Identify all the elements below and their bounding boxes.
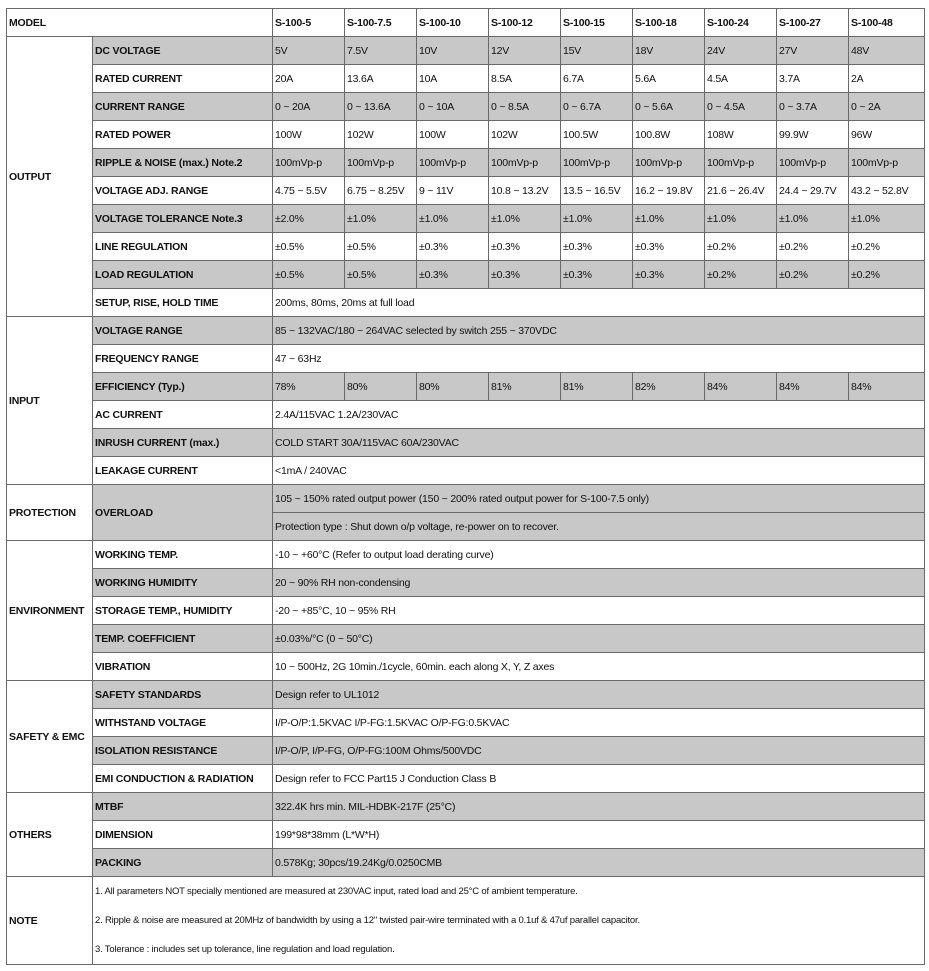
model-name: S-100-18 (633, 9, 705, 37)
spec-value: Design refer to FCC Part15 J Conduction Class B (273, 765, 925, 793)
spec-value: 5.6A (633, 65, 705, 93)
spec-label: VOLTAGE RANGE (93, 317, 273, 345)
model-name: S-100-10 (417, 9, 489, 37)
spec-value: 5V (273, 37, 345, 65)
spec-row-emi-conduction-radiation (7, 765, 925, 793)
spec-value: -20 ~ +85°C, 10 ~ 95% RH (273, 597, 925, 625)
spec-label: SETUP, RISE, HOLD TIME (93, 289, 273, 317)
spec-value: I/P-O/P, I/P-FG, O/P-FG:100M Ohms/500VDC (273, 737, 925, 765)
spec-label: RATED CURRENT (93, 65, 273, 93)
spec-value: 99.9W (777, 121, 849, 149)
spec-value: 3.7A (777, 65, 849, 93)
spec-value: ±0.3% (417, 261, 489, 289)
spec-value: ±0.5% (345, 261, 417, 289)
spec-row-dc-voltage (7, 37, 925, 65)
spec-value: 84% (849, 373, 925, 401)
spec-value: 0 ~ 13.6A (345, 93, 417, 121)
spec-value: ±0.3% (561, 261, 633, 289)
spec-value: 21.6 ~ 26.4V (705, 177, 777, 205)
spec-value: 322.4K hrs min. MIL-HDBK-217F (25°C) (273, 793, 925, 821)
spec-row-storage-temp-humidity (7, 597, 925, 625)
spec-value: 80% (345, 373, 417, 401)
spec-value: 2.4A/115VAC 1.2A/230VAC (273, 401, 925, 429)
model-name: S-100-7.5 (345, 9, 417, 37)
category-protection: PROTECTION (7, 485, 93, 541)
spec-value: 27V (777, 37, 849, 65)
category-others: OTHERS (7, 793, 93, 877)
spec-row-rated-power (7, 121, 925, 149)
spec-label: RIPPLE & NOISE (max.) Note.2 (93, 149, 273, 177)
spec-value: 4.5A (705, 65, 777, 93)
spec-value: 199*98*38mm (L*W*H) (273, 821, 925, 849)
spec-label: FREQUENCY RANGE (93, 345, 273, 373)
spec-value: 100mVp-p (561, 149, 633, 177)
spec-label: EFFICIENCY (Typ.) (93, 373, 273, 401)
spec-value: ±1.0% (345, 205, 417, 233)
spec-value: ±2.0% (273, 205, 345, 233)
spec-label: CURRENT RANGE (93, 93, 273, 121)
spec-value: Design refer to UL1012 (273, 681, 925, 709)
spec-value: 108W (705, 121, 777, 149)
spec-value: 43.2 ~ 52.8V (849, 177, 925, 205)
model-label: MODEL (7, 9, 273, 37)
spec-label: PACKING (93, 849, 273, 877)
spec-label: VOLTAGE ADJ. RANGE (93, 177, 273, 205)
spec-value: 18V (633, 37, 705, 65)
spec-value: 100mVp-p (849, 149, 925, 177)
spec-label: WORKING HUMIDITY (93, 569, 273, 597)
spec-value: ±1.0% (561, 205, 633, 233)
spec-value: 0.578Kg; 30pcs/19.24Kg/0.0250CMB (273, 849, 925, 877)
spec-value: ±0.5% (345, 233, 417, 261)
spec-value: 84% (705, 373, 777, 401)
spec-value: 7.5V (345, 37, 417, 65)
spec-row-packing (7, 849, 925, 877)
spec-value: 6.75 ~ 8.25V (345, 177, 417, 205)
spec-value: ±0.3% (633, 261, 705, 289)
spec-label: ISOLATION RESISTANCE (93, 737, 273, 765)
spec-label: SAFETY STANDARDS (93, 681, 273, 709)
spec-row-working-temp (7, 541, 925, 569)
spec-row-withstand-voltage (7, 709, 925, 737)
spec-label: DC VOLTAGE (93, 37, 273, 65)
note-row (7, 877, 925, 965)
spec-value: ±0.2% (705, 261, 777, 289)
spec-value: ±1.0% (705, 205, 777, 233)
spec-row-current-range (7, 93, 925, 121)
model-name: S-100-12 (489, 9, 561, 37)
spec-value: 24V (705, 37, 777, 65)
spec-value: ±0.03%/°C (0 ~ 50°C) (273, 625, 925, 653)
spec-value: ±0.2% (777, 261, 849, 289)
spec-row-temp-coefficient (7, 625, 925, 653)
spec-value: 0 ~ 8.5A (489, 93, 561, 121)
spec-value: 0 ~ 6.7A (561, 93, 633, 121)
spec-value: I/P-O/P:1.5KVAC I/P-FG:1.5KVAC O/P-FG:0.5KVAC (273, 709, 925, 737)
model-row (7, 9, 925, 37)
spec-value: 85 ~ 132VAC/180 ~ 264VAC selected by switch 255 ~ 370VDC (273, 317, 925, 345)
spec-row-setup-rise-hold-time (7, 289, 925, 317)
model-name: S-100-27 (777, 9, 849, 37)
spec-value: 100.5W (561, 121, 633, 149)
spec-row-load-regulation (7, 261, 925, 289)
spec-label: MTBF (93, 793, 273, 821)
spec-row-voltage-tolerance-note-3 (7, 205, 925, 233)
spec-label: DIMENSION (93, 821, 273, 849)
spec-label: RATED POWER (93, 121, 273, 149)
spec-label: LINE REGULATION (93, 233, 273, 261)
spec-label: VOLTAGE TOLERANCE Note.3 (93, 205, 273, 233)
spec-value: Protection type : Shut down o/p voltage, re-power on to recover. (273, 513, 925, 541)
spec-label: VIBRATION (93, 653, 273, 681)
spec-value: 100mVp-p (417, 149, 489, 177)
spec-value: 47 ~ 63Hz (273, 345, 925, 373)
note-line: 3. Tolerance : includes set up tolerance, line regulation and load regulation. (95, 944, 395, 955)
spec-label: OVERLOAD (93, 485, 273, 541)
spec-label: STORAGE TEMP., HUMIDITY (93, 597, 273, 625)
spec-value: 100mVp-p (345, 149, 417, 177)
spec-row-voltage-range (7, 317, 925, 345)
spec-row-isolation-resistance (7, 737, 925, 765)
spec-label: WORKING TEMP. (93, 541, 273, 569)
spec-value: 0 ~ 5.6A (633, 93, 705, 121)
spec-value: 200ms, 80ms, 20ms at full load (273, 289, 925, 317)
spec-row-rated-current (7, 65, 925, 93)
category-output: OUTPUT (7, 37, 93, 317)
spec-label: WITHSTAND VOLTAGE (93, 709, 273, 737)
note-line: 1. All parameters NOT specially mentioned are measured at 230VAC input, rated load and 25°C of ambient temperature. (95, 886, 578, 897)
spec-value: 81% (489, 373, 561, 401)
spec-value: 10V (417, 37, 489, 65)
spec-value: 100W (417, 121, 489, 149)
spec-value: 10A (417, 65, 489, 93)
model-name: S-100-15 (561, 9, 633, 37)
spec-value: ±0.3% (489, 233, 561, 261)
spec-value: ±0.5% (273, 261, 345, 289)
spec-value: 100mVp-p (489, 149, 561, 177)
spec-value: 4.75 ~ 5.5V (273, 177, 345, 205)
note-line: 2. Ripple & noise are measured at 20MHz of bandwidth by using a 12" twisted pair-wire terminated with a 0.1uf & 47uf parallel capacitor. (95, 915, 640, 926)
spec-row-mtbf (7, 793, 925, 821)
spec-value: 100mVp-p (777, 149, 849, 177)
spec-value: ±0.3% (489, 261, 561, 289)
spec-value: 0 ~ 2A (849, 93, 925, 121)
spec-label: TEMP. COEFFICIENT (93, 625, 273, 653)
spec-value: 100.8W (633, 121, 705, 149)
spec-row-line-regulation (7, 233, 925, 261)
spec-value: -10 ~ +60°C (Refer to output load derating curve) (273, 541, 925, 569)
spec-row-ripple-noise-max-note-2 (7, 149, 925, 177)
spec-value: ±1.0% (849, 205, 925, 233)
spec-value: 0 ~ 4.5A (705, 93, 777, 121)
spec-table (6, 8, 925, 965)
spec-label: LEAKAGE CURRENT (93, 457, 273, 485)
spec-value: ±1.0% (633, 205, 705, 233)
model-name: S-100-24 (705, 9, 777, 37)
spec-row-overload (7, 485, 925, 513)
note-text (93, 877, 925, 965)
spec-value: 20A (273, 65, 345, 93)
spec-value: ±0.2% (849, 261, 925, 289)
spec-value: 78% (273, 373, 345, 401)
spec-value: 10 ~ 500Hz, 2G 10min./1cycle, 60min. each along X, Y, Z axes (273, 653, 925, 681)
spec-value: ±0.2% (849, 233, 925, 261)
spec-value: 2A (849, 65, 925, 93)
category-environment: ENVIRONMENT (7, 541, 93, 681)
category-note: NOTE (7, 877, 93, 965)
spec-row-inrush-current-max (7, 429, 925, 457)
spec-row-safety-standards (7, 681, 925, 709)
spec-value: 8.5A (489, 65, 561, 93)
spec-value: 82% (633, 373, 705, 401)
spec-value: ±1.0% (489, 205, 561, 233)
spec-value: 102W (489, 121, 561, 149)
spec-value: 13.5 ~ 16.5V (561, 177, 633, 205)
spec-label: INRUSH CURRENT (max.) (93, 429, 273, 457)
spec-row-frequency-range (7, 345, 925, 373)
spec-label: LOAD REGULATION (93, 261, 273, 289)
spec-value: 100mVp-p (633, 149, 705, 177)
model-name: S-100-5 (273, 9, 345, 37)
spec-value: 13.6A (345, 65, 417, 93)
spec-label: EMI CONDUCTION & RADIATION (93, 765, 273, 793)
category-input: INPUT (7, 317, 93, 485)
spec-value: ±1.0% (777, 205, 849, 233)
spec-value: 105 ~ 150% rated output power (150 ~ 200% rated output power for S-100-7.5 only) (273, 485, 925, 513)
spec-value: 20 ~ 90% RH non-condensing (273, 569, 925, 597)
spec-value: ±0.2% (705, 233, 777, 261)
spec-value: ±1.0% (417, 205, 489, 233)
spec-value: 80% (417, 373, 489, 401)
spec-value: 9 ~ 11V (417, 177, 489, 205)
spec-value: 48V (849, 37, 925, 65)
spec-value: ±0.5% (273, 233, 345, 261)
spec-label: AC CURRENT (93, 401, 273, 429)
spec-value: 0 ~ 3.7A (777, 93, 849, 121)
spec-value: 24.4 ~ 29.7V (777, 177, 849, 205)
spec-value: 0 ~ 20A (273, 93, 345, 121)
spec-value: 100W (273, 121, 345, 149)
spec-row-leakage-current (7, 457, 925, 485)
spec-row-vibration (7, 653, 925, 681)
spec-row-efficiency-typ (7, 373, 925, 401)
category-safety-emc: SAFETY & EMC (7, 681, 93, 793)
model-name: S-100-48 (849, 9, 925, 37)
spec-row-working-humidity (7, 569, 925, 597)
spec-value: 100mVp-p (273, 149, 345, 177)
spec-value: 100mVp-p (705, 149, 777, 177)
spec-value: 16.2 ~ 19.8V (633, 177, 705, 205)
spec-value: 0 ~ 10A (417, 93, 489, 121)
spec-value: 15V (561, 37, 633, 65)
spec-value: 12V (489, 37, 561, 65)
spec-value: 10.8 ~ 13.2V (489, 177, 561, 205)
spec-value: 102W (345, 121, 417, 149)
spec-value: <1mA / 240VAC (273, 457, 925, 485)
spec-value: ±0.3% (561, 233, 633, 261)
spec-value: COLD START 30A/115VAC 60A/230VAC (273, 429, 925, 457)
spec-value: ±0.3% (417, 233, 489, 261)
spec-value: 84% (777, 373, 849, 401)
spec-value: 96W (849, 121, 925, 149)
spec-value: ±0.3% (633, 233, 705, 261)
spec-value: ±0.2% (777, 233, 849, 261)
spec-row-voltage-adj-range (7, 177, 925, 205)
spec-value: 6.7A (561, 65, 633, 93)
spec-row-ac-current (7, 401, 925, 429)
spec-value: 81% (561, 373, 633, 401)
spec-row-dimension (7, 821, 925, 849)
